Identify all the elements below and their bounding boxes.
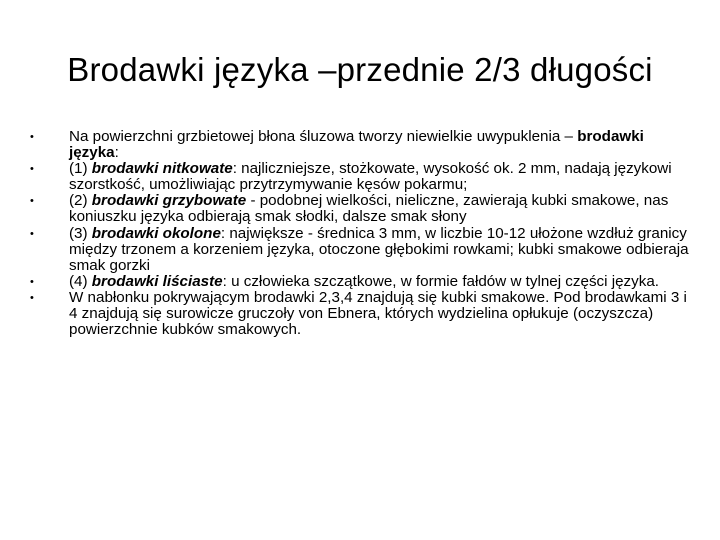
bullet-item: [30, 226, 690, 274]
bullet-item: [30, 290, 690, 338]
bullet-dot-icon: •: [30, 291, 34, 304]
bullet-text-run: (4): [69, 272, 92, 290]
bullet-text-run: : u człowieka szczątkowe, w formie fałdów w tylnej części języka.: [222, 272, 659, 290]
bullet-dot-icon: •: [30, 275, 34, 288]
bullet-list: [30, 129, 690, 338]
bullet-text-run: W nabłonku pokrywającym brodawki 2,3,4 znajdują się kubki smakowe. Pod brodawkami 3 i 4 znajdują się surowicze gruczoły von Ebnera, których wydzielina opłukuje (oczyszcza) powierzchnie kubków smakowych.: [69, 288, 687, 339]
bullet-text: [69, 289, 687, 338]
bullet-text-run: - podobnej wielkości, nieliczne, zawierają kubki smakowe, nas koniuszku języka odbierają smak słodki, dalsze smak słony: [69, 192, 669, 226]
bullet-text: [69, 160, 672, 193]
bullet-dot-icon: •: [30, 163, 34, 176]
slide-title: Brodawki języka –przednie 2/3 długości: [67, 51, 653, 88]
bullet-text-run: : najliczniejsze, stożkowate, wysokość ok. 2 mm, nadają językowi szorstkość, umożliwiając przytrzymywanie kęsów pokarmu;: [69, 160, 672, 194]
bullet-dot-icon: •: [30, 227, 34, 240]
bullet-text-run: : największe - średnica 3 mm, w liczbie 10-12 ułożone wzdłuż granicy między trzonem a korzeniem języka, otoczone głębokimi rowkami; kubki smakowe odbieraja smak gorzki: [69, 224, 689, 274]
bullet-text: [69, 192, 668, 225]
emphasized-term: brodawki języka: [69, 128, 644, 162]
bullet-item: [30, 193, 690, 225]
bullet-item: [30, 161, 690, 193]
bullet-text: [69, 225, 689, 274]
bullet-text: [69, 128, 644, 161]
bullet-text-run: (1): [69, 160, 92, 178]
bullet-item: [30, 129, 690, 161]
papilla-term: brodawki okolone: [91, 224, 221, 242]
papilla-term: brodawki liściaste: [91, 272, 223, 290]
bullet-dot-icon: •: [30, 195, 34, 208]
bullet-text: [69, 273, 659, 290]
bullet-item: [30, 274, 690, 290]
papilla-term: brodawki grzybowate: [91, 192, 247, 210]
papilla-term: brodawki nitkowate: [91, 160, 233, 178]
bullet-text-run: :: [114, 144, 119, 162]
bullet-text-run: (2): [69, 192, 92, 210]
bullet-text-run: Na powierzchni grzbietowej błona śluzowa tworzy niewielkie uwypuklenia –: [69, 128, 578, 145]
bullet-dot-icon: •: [30, 131, 34, 143]
bullet-text-run: (3): [69, 224, 92, 242]
